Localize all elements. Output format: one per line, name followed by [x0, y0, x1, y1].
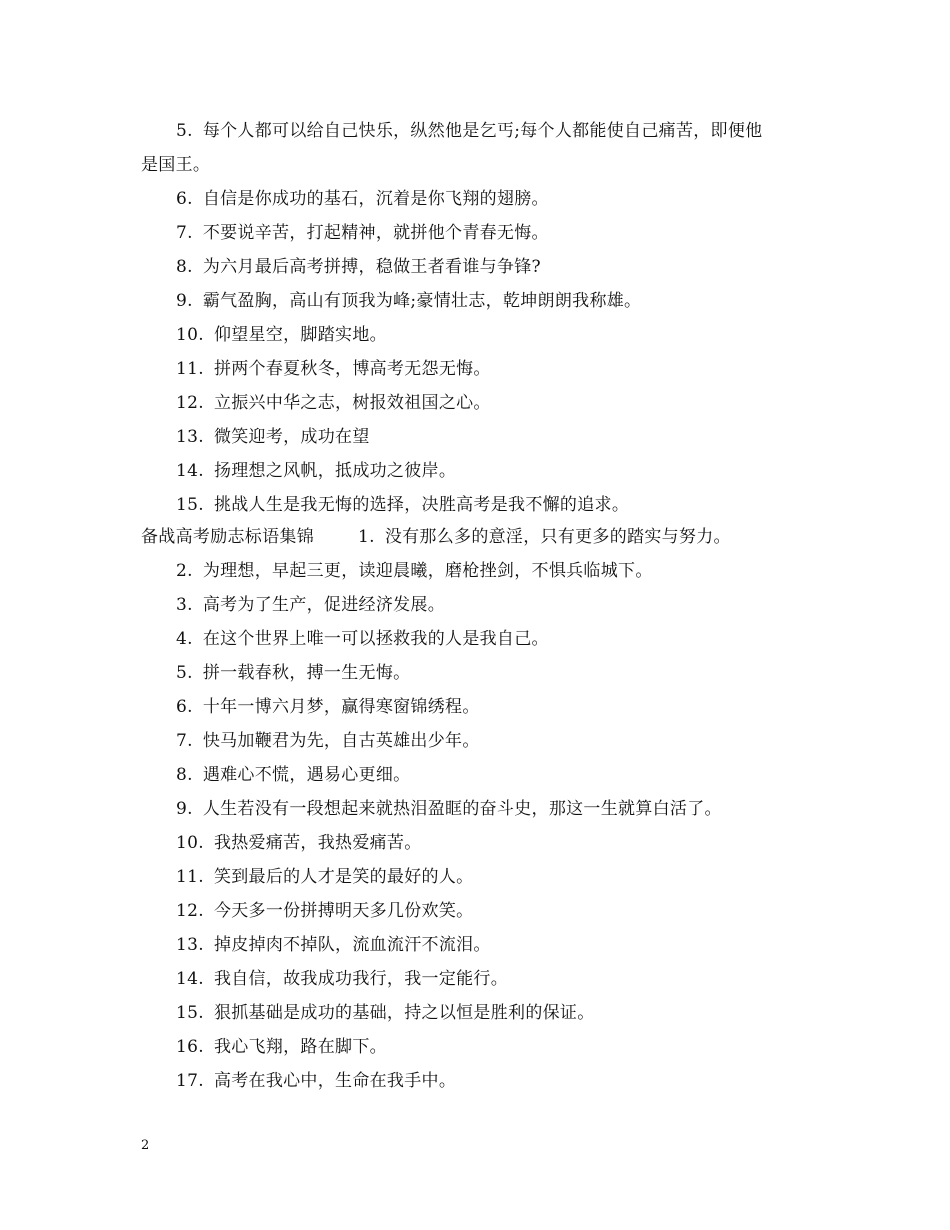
item-text: 仰望星空，脚踏实地。 [213, 325, 387, 345]
list-item [176, 866, 473, 888]
item-text: 拼两个春夏秋冬，博高考无怨无悔。 [213, 359, 491, 379]
list-item [176, 798, 722, 820]
item-text: 扬理想之风帆，抵成功之彼岸。 [213, 461, 457, 481]
item-number: 13. [176, 935, 204, 955]
item-text: 掉皮掉肉不掉队，流血流汗不流泪。 [213, 935, 491, 955]
item-text: 我心飞翔，路在脚下。 [213, 1037, 387, 1057]
item-number: 6. [176, 697, 193, 717]
item-text: 每个人都可以给自己快乐，纵然他是乞丐;每个人都能使自己痛苦，即便他 [202, 121, 763, 141]
list-item [176, 494, 629, 516]
item-number: 2. [176, 561, 193, 581]
item-number: 8. [176, 257, 193, 277]
item-number: 14. [176, 461, 204, 481]
item-text: 十年一博六月梦，赢得寒窗锦绣程。 [202, 697, 480, 717]
item-text: 拼一载春秋，搏一生无悔。 [202, 663, 411, 683]
item-text: 自信是你成功的基石，沉着是你飞翔的翅膀。 [202, 189, 549, 209]
item-text: 遇难心不慌，遇易心更细。 [202, 765, 411, 785]
list-item [176, 832, 422, 854]
list-item [176, 764, 410, 786]
list-item [176, 594, 445, 616]
item-number: 7. [176, 731, 193, 751]
item-number: 16. [176, 1037, 204, 1057]
list-item [176, 222, 549, 244]
item-number: 5. [176, 121, 193, 141]
item-text: 快马加鞭君为先，自古英雄出少年。 [202, 731, 480, 751]
item-number: 13. [176, 427, 204, 447]
item-number: 15. [176, 495, 204, 515]
list-item [176, 628, 549, 650]
list-item [176, 730, 480, 752]
list-item [176, 900, 473, 922]
list-item [176, 392, 491, 414]
section-title: 备战高考励志标语集锦 [141, 527, 314, 547]
list-item [176, 1036, 387, 1058]
item-number: 17. [176, 1071, 204, 1091]
item-text: 我自信，故我成功我行，我一定能行。 [213, 969, 509, 989]
item-text: 挑战人生是我无悔的选择，决胜高考是我不懈的追求。 [213, 495, 630, 515]
item-text: 不要说辛苦，打起精神，就拼他个青春无悔。 [202, 223, 549, 243]
list-item [176, 460, 456, 482]
item-text: 高考在我心中，生命在我手中。 [213, 1071, 457, 1091]
list-item [176, 934, 491, 956]
item-number: 10. [176, 325, 204, 345]
item-number: 15. [176, 1003, 204, 1023]
list-item [176, 120, 762, 142]
item-number: 12. [176, 901, 204, 921]
page-number: 2 [141, 1138, 150, 1153]
item-number: 12. [176, 393, 204, 413]
list-item [176, 696, 480, 718]
item-number: 8. [176, 765, 193, 785]
item-number: 3. [176, 595, 193, 615]
list-item [176, 256, 541, 278]
item-text: 今天多一份拼搏明天多几份欢笑。 [213, 901, 474, 921]
section-heading-line [141, 526, 731, 548]
item-text: 微笑迎考，成功在望 [213, 427, 370, 447]
item-number: 7. [176, 223, 193, 243]
item-number: 9. [176, 799, 193, 819]
item-text: 为六月最后高考拼搏，稳做王者看谁与争锋? [202, 257, 541, 277]
item-text: 笑到最后的人才是笑的最好的人。 [213, 867, 474, 887]
list-item-continuation [141, 154, 210, 176]
item-number: 11. [176, 359, 204, 379]
item-number: 1. [358, 527, 375, 547]
list-item [176, 968, 508, 990]
item-number: 11. [176, 867, 204, 887]
list-item [176, 324, 387, 346]
list-item [176, 560, 653, 582]
item-number: 14. [176, 969, 204, 989]
item-text: 霸气盈胸，高山有顶我为峰;豪情壮志，乾坤朗朗我称雄。 [202, 291, 642, 311]
item-text: 立振兴中华之志，树报效祖国之心。 [213, 393, 491, 413]
item-text: 没有那么多的意淫，只有更多的踏实与努力。 [384, 527, 731, 547]
list-item [176, 358, 491, 380]
item-number: 10. [176, 833, 204, 853]
item-number: 6. [176, 189, 193, 209]
list-item [176, 290, 641, 312]
item-text: 人生若没有一段想起来就热泪盈眶的奋斗史，那这一生就算白活了。 [202, 799, 722, 819]
item-text: 我热爱痛苦，我热爱痛苦。 [213, 833, 422, 853]
item-text: 狠抓基础是成功的基础，持之以恒是胜利的保证。 [213, 1003, 595, 1023]
list-item [176, 426, 370, 448]
list-item [176, 188, 549, 210]
item-number: 5. [176, 663, 193, 683]
item-number: 4. [176, 629, 193, 649]
item-text: 在这个世界上唯一可以拯救我的人是我自己。 [202, 629, 549, 649]
item-text-continuation: 是国王。 [141, 155, 211, 175]
item-text: 高考为了生产，促进经济发展。 [202, 595, 446, 615]
item-text: 为理想，早起三更，读迎晨曦，磨枪挫剑，不惧兵临城下。 [202, 561, 653, 581]
list-item [176, 662, 410, 684]
list-item [176, 1070, 456, 1092]
item-number: 9. [176, 291, 193, 311]
list-item [176, 1002, 595, 1024]
